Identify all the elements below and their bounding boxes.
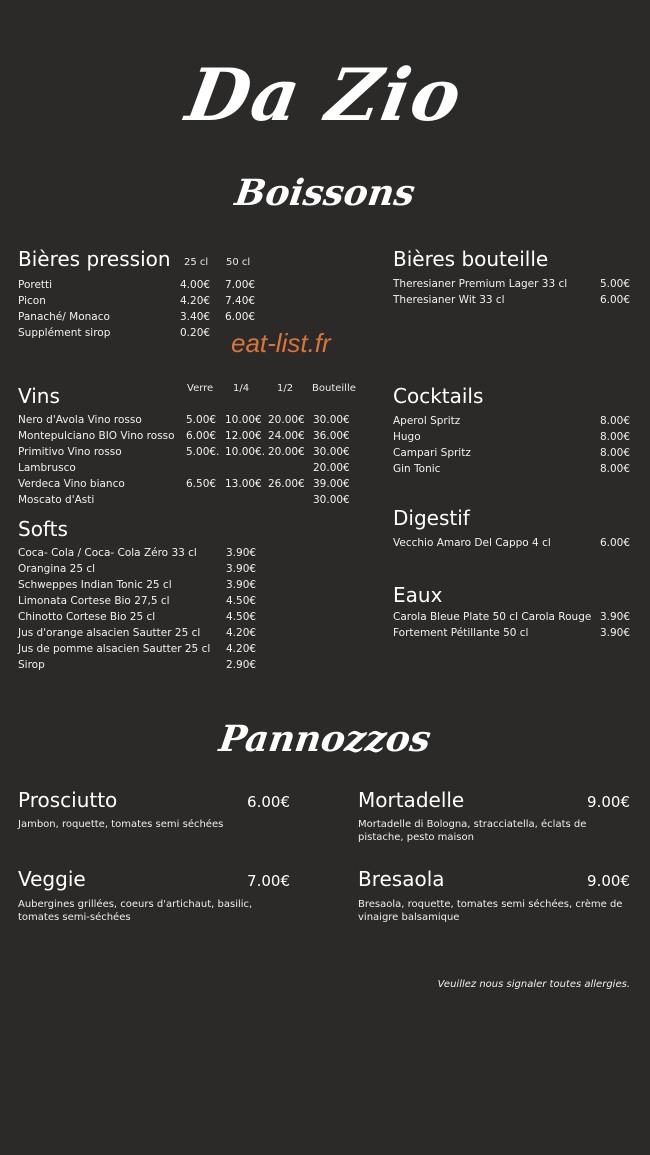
- menu-row: [0, 310, 650, 326]
- price-quart: 10.00€.: [225, 446, 266, 458]
- watermark: eat-list.fr: [231, 328, 331, 358]
- price-bouteille: 30.00€: [313, 494, 350, 506]
- item-price: 4.50€: [226, 595, 257, 607]
- price-bouteille: 36.00€: [313, 430, 350, 442]
- dish-price: 7.00€: [247, 872, 290, 890]
- price-50cl: 6.00€: [225, 311, 256, 323]
- menu-row: [0, 626, 650, 642]
- menu-row: [0, 594, 650, 610]
- price-25cl: 3.40€: [180, 311, 211, 323]
- menu-row: [0, 562, 650, 578]
- item-name: Picon: [18, 295, 46, 307]
- item-name: Hugo: [393, 431, 421, 443]
- price-verre: 5.00€: [186, 414, 217, 426]
- item-name: Nero d'Avola Vino rosso: [18, 414, 142, 426]
- item-name: Theresianer Premium Lager 33 cl: [393, 278, 568, 290]
- menu-row: [0, 326, 650, 342]
- item-name: Supplément sirop: [18, 327, 111, 339]
- item-name: Poretti: [18, 279, 53, 291]
- price-quart: 12.00€: [225, 430, 262, 442]
- bieres-bouteille-heading: Bières bouteille: [393, 247, 549, 271]
- price-25cl: 4.00€: [180, 279, 211, 291]
- item-name: Jus d'orange alsacien Sautter 25 cl: [18, 627, 201, 639]
- item-price: 4.20€: [226, 643, 257, 655]
- col-50cl: 50 cl: [226, 257, 251, 268]
- menu-row: [0, 658, 650, 674]
- pannozzos-section-title: Pannozzos: [216, 718, 434, 760]
- price-25cl: 0.20€: [180, 327, 211, 339]
- menu-row: [0, 493, 650, 509]
- dish-price: 6.00€: [247, 793, 290, 811]
- item-price: 5.00€: [599, 278, 630, 290]
- price-demi: 20.00€: [268, 414, 305, 426]
- dish-price: 9.00€: [587, 872, 630, 890]
- dish-description: Bresaola, roquette, tomates semi séchées, crème de vinaigre balsamique: [358, 899, 623, 923]
- item-name: Aperol Spritz: [393, 415, 461, 427]
- menu-row: [0, 462, 650, 478]
- cocktails-heading: Cocktails: [393, 384, 484, 408]
- dish-description: Mortadelle di Bologna, stracciatella, éclats de pistache, pesto maison: [358, 819, 587, 843]
- item-name: Schweppes Indian Tonic 25 cl: [18, 579, 172, 591]
- item-name: Vecchio Amaro Del Cappo 4 cl: [393, 537, 551, 549]
- price-quart: 10.00€: [225, 414, 262, 426]
- item-price: 3.90€: [226, 579, 257, 591]
- vins-heading: Vins: [18, 384, 60, 408]
- item-price: 4.50€: [226, 611, 257, 623]
- item-name: Lambrusco: [18, 462, 76, 474]
- price-50cl: 7.40€: [225, 295, 256, 307]
- item-price: 8.00€: [599, 447, 630, 459]
- item-name: Montepulciano BIO Vino rosso: [18, 430, 175, 442]
- allergy-note: Veuillez nous signaler toutes allergies.: [437, 979, 630, 990]
- dish-description: Aubergines grillées, coeurs d'artichaut, basilic, tomates semi-séchées: [18, 899, 253, 923]
- item-price: 8.00€: [599, 415, 630, 427]
- menu-row: [0, 477, 650, 493]
- price-demi: 26.00€: [268, 478, 305, 490]
- item-name: Jus de pomme alsacien Sautter 25 cl: [18, 643, 211, 655]
- menu-row: [0, 293, 650, 309]
- item-name: Campari Spritz: [393, 447, 471, 459]
- price-quart: 13.00€: [225, 478, 262, 490]
- col-25cl: 25 cl: [184, 257, 209, 268]
- item-price: 6.00€: [599, 537, 630, 549]
- item-price: 4.20€: [226, 627, 257, 639]
- item-price: 2.90€: [226, 659, 257, 671]
- dish-price: 9.00€: [587, 793, 630, 811]
- item-name: Coca- Cola / Coca- Cola Zéro 33 cl: [18, 547, 197, 559]
- menu-row: [0, 578, 650, 594]
- price-verre: 6.00€: [186, 430, 217, 442]
- price-bouteille: 30.00€: [313, 414, 350, 426]
- item-name: Sirop: [18, 659, 45, 671]
- item-name: Limonata Cortese Bio 27,5 cl: [18, 595, 170, 607]
- item-price: 6.00€: [599, 294, 630, 306]
- price-verre: 5.00€.: [186, 446, 220, 458]
- price-25cl: 4.20€: [180, 295, 211, 307]
- dish-name: Prosciutto: [18, 788, 118, 812]
- item-name: Fortement Pétillante 50 cl: [393, 627, 529, 639]
- menu-row: [0, 414, 650, 430]
- menu-row: [0, 430, 650, 446]
- item-price: 3.90€: [599, 627, 630, 639]
- item-name: Verdeca Vino bianco: [18, 478, 125, 490]
- restaurant-logo: Da Zio: [180, 52, 470, 137]
- boissons-section-title: Boissons: [232, 172, 418, 214]
- item-name: Moscato d'Asti: [18, 494, 95, 506]
- col-verre: Verre: [187, 383, 214, 394]
- softs-heading: Softs: [18, 517, 68, 541]
- col-quart: 1/4: [233, 383, 250, 394]
- price-50cl: 7.00€: [225, 279, 256, 291]
- dish-name: Bresaola: [358, 867, 445, 891]
- dish-description: Jambon, roquette, tomates semi séchées: [18, 819, 224, 830]
- item-name: Panaché/ Monaco: [18, 311, 110, 323]
- price-bouteille: 20.00€: [313, 462, 350, 474]
- price-verre: 6.50€: [186, 478, 217, 490]
- eaux-heading: Eaux: [393, 583, 443, 607]
- item-price: 3.90€: [599, 611, 630, 623]
- item-name: Theresianer Wit 33 cl: [393, 294, 505, 306]
- item-name: Orangina 25 cl: [18, 563, 96, 575]
- item-price: 3.90€: [226, 547, 257, 559]
- dish-name: Mortadelle: [358, 788, 465, 812]
- menu-row: [0, 446, 650, 462]
- dish-name: Veggie: [18, 867, 86, 891]
- digestif-heading: Digestif: [393, 506, 470, 530]
- menu-row: [0, 277, 650, 293]
- price-demi: 24.00€: [268, 430, 305, 442]
- bieres-pression-heading: Bières pression: [18, 247, 171, 271]
- col-demi: 1/2: [277, 383, 294, 394]
- item-name: Carola Bleue Plate 50 cl Carola Rouge: [393, 611, 592, 623]
- item-name: Primitivo Vino rosso: [18, 446, 122, 458]
- item-price: 8.00€: [599, 463, 630, 475]
- menu-row: [0, 536, 650, 552]
- menu-row: [0, 642, 650, 658]
- col-bouteille: Bouteille: [312, 383, 356, 394]
- price-demi: 20.00€: [268, 446, 305, 458]
- item-price: 3.90€: [226, 563, 257, 575]
- price-bouteille: 30.00€: [313, 446, 350, 458]
- item-name: Chinotto Cortese Bio 25 cl: [18, 611, 156, 623]
- item-price: 8.00€: [599, 431, 630, 443]
- item-name: Gin Tonic: [393, 463, 441, 475]
- menu-row: [0, 610, 650, 626]
- price-bouteille: 39.00€: [313, 478, 350, 490]
